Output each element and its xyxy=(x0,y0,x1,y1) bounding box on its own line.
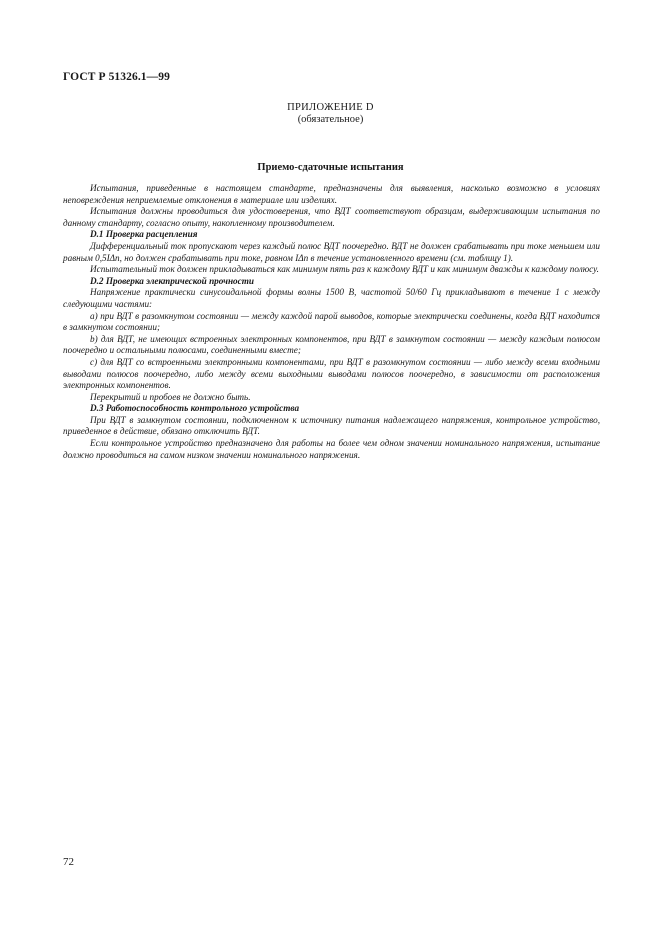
paragraph: Перекрытий и пробоев не должно быть. xyxy=(90,391,251,402)
list-item-c: c) для ВДТ со встроенными электронными компонентами, при ВДТ в разомкнутом состоянии — либо между всеми входными выводами полюсов поочередно, либо между всеми выходными выводами полюсов поочередно, в зависимости от расположения электронных компонентов. xyxy=(63,356,600,391)
list-item-b: b) для ВДТ, не имеющих встроенных электронных компонентов, при ВДТ в замкнутом состоянии — между каждым полюсом поочередно и остальными полюсами, соединенными вместе; xyxy=(63,333,600,356)
paragraph: При ВДТ в замкнутом состоянии, подключенном к источнику питания надлежащего напряжения, контрольное устройство, приведенное в действие, обязано отключить ВДТ. xyxy=(63,414,600,437)
document-body xyxy=(63,183,600,461)
appendix-heading xyxy=(0,102,661,126)
paragraph: Испытания должны проводиться для удостоверения, что ВДТ соответствуют образцам, выдерживающим испытания по данному стандарту, согласно опыту, накопленному производителем. xyxy=(63,206,600,228)
appendix-status: (обязательное) xyxy=(297,114,364,125)
subsection-heading-d2: D.2 Проверка электрической прочности xyxy=(90,275,254,286)
document-code: ГОСТ Р 51326.1—99 xyxy=(63,71,170,83)
section-title: Приемо-сдаточные испытания xyxy=(257,162,404,173)
subsection-heading-d1: D.1 Проверка расцепления xyxy=(90,229,198,240)
paragraph: Если контрольное устройство предназначено для работы на более чем одном значении номинального напряжения, испытание должно проводиться на самом низком значении номинального напряжения. xyxy=(63,438,600,460)
appendix-title: ПРИЛОЖЕНИЕ D xyxy=(287,102,374,113)
subsection-heading-d3: D.3 Работоспособность контрольного устройства xyxy=(90,403,300,414)
paragraph: Дифференциальный ток пропускают через каждый полюс ВДТ поочередно. ВДТ не должен срабатывать при токе меньшем или равным 0,5IΔn, но должен срабатывать при токе, равном IΔn в течение установленного времени (см. таблицу 1). xyxy=(63,240,600,263)
page-number: 72 xyxy=(63,856,74,868)
paragraph: Напряжение практически синусоидальной формы волны 1500 В, частотой 50/60 Гц прикладывают в течение 1 с между следующими частями: xyxy=(63,287,600,309)
paragraph: Испытательный ток должен прикладываться как минимум пять раз к каждому ВДТ и как минимум дважды к каждому полюсу. xyxy=(90,264,599,275)
paragraph: Испытания, приведенные в настоящем стандарте, предназначены для выявления, насколько возможно в условиях неповреждения неприемлемые отклонения в материале или изделиях. xyxy=(63,183,600,205)
list-item-a: a) при ВДТ в разомкнутом состоянии — между каждой парой выводов, которые электрически соединены, когда ВДТ находится в замкнутом состоянии; xyxy=(63,310,600,333)
